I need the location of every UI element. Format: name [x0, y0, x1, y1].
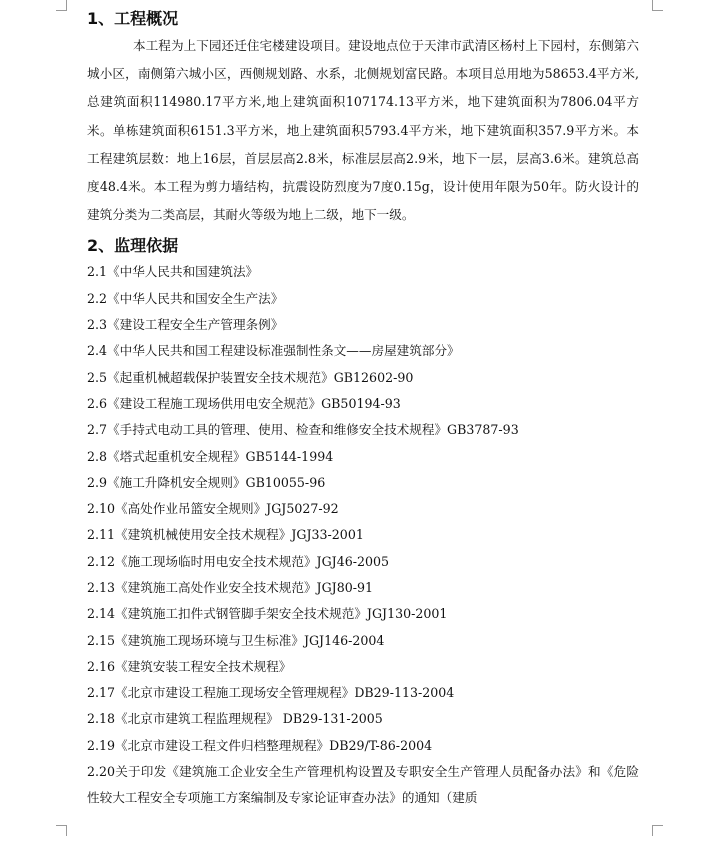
list-item: 2.18《北京市建筑工程监理规程》 DB29-131-2005 [87, 711, 383, 727]
list-item: 2.16《建筑安装工程安全技术规程》 [87, 658, 292, 674]
list-item: 2.11《建筑机械使用安全技术规程》JGJ33-2001 [87, 527, 364, 543]
section-heading-project-overview: 1、工程概况 [87, 9, 179, 28]
list-item: 2.15《建筑施工现场环境与卫生标准》JGJ146-2004 [87, 632, 385, 648]
page-corner-mark-bottom-left [56, 825, 67, 836]
page-corner-mark-bottom-right [652, 825, 663, 836]
list-item: 2.3《建设工程安全生产管理条例》 [87, 317, 284, 333]
list-item: 2.7《手持式电动工具的管理、使用、检查和维修安全技术规程》GB3787-93 [87, 422, 519, 438]
list-item: 2.17《北京市建设工程施工现场安全管理规程》DB29-113-2004 [87, 685, 455, 701]
list-item: 2.19《北京市建设工程文件归档整理规程》DB29/T-86-2004 [87, 737, 433, 753]
list-item: 2.6《建设工程施工现场供用电安全规范》GB50194-93 [87, 395, 401, 411]
supervision-basis-list [87, 259, 639, 811]
list-item: 2.1《中华人民共和国建筑法》 [87, 264, 259, 280]
page-corner-mark-top-left [56, 0, 67, 11]
list-item: 2.9《施工升降机安全规则》GB10055-96 [87, 474, 326, 490]
project-overview-paragraph: 本工程为上下园还迁住宅楼建设项目。建设地点位于天津市武清区杨村上下园村，东侧第六城小区，南侧第六城小区，西侧规划路、水系，北侧规划富民路。本项目总用地为58653.4平方米,总建筑面积114980.17平方米,地上建筑面积107174.13平方米，地下建筑面积为7806.04平方米。单栋建筑面积6151.3平方米，地上建筑面积5793.4平方米，地下建筑面积357.9平方米。本工程建筑层数：地上16层，首层层高2.8米，标准层层高2.9米，地下一层，层高3.6米。建筑总高度48.4米。本工程为剪力墙结构，抗震设防烈度为7度0.15g，设计使用年限为50年。防火设计的建筑分类为二类高层，其耐火等级为地上二级，地下一级。 [87, 38, 639, 223]
list-item: 2.5《起重机械超载保护装置安全技术规范》GB12602-90 [87, 369, 414, 385]
list-item: 2.10《高处作业吊篮安全规则》JGJ5027-92 [87, 501, 339, 517]
list-item: 2.4《中华人民共和国工程建设标准强制性条文——房屋建筑部分》 [87, 343, 460, 359]
list-item: 2.2《中华人民共和国安全生产法》 [87, 290, 284, 306]
section-heading-supervision-basis: 2、监理依据 [87, 236, 179, 256]
list-item: 2.8《塔式起重机安全规程》GB5144-1994 [87, 448, 334, 464]
list-item: 2.20关于印发《建筑施工企业安全生产管理机构设置及专职安全生产管理人员配备办法》和《危险性较大工程安全专项施工方案编制及专家论证审查办法》的通知（建质 [87, 764, 639, 806]
list-item: 2.12《施工现场临时用电安全技术规范》JGJ46-2005 [87, 553, 390, 569]
list-item: 2.14《建筑施工扣件式钢管脚手架安全技术规范》JGJ130-2001 [87, 606, 448, 622]
page-corner-mark-top-right [652, 0, 663, 11]
list-item: 2.13《建筑施工高处作业安全技术规范》JGJ80-91 [87, 579, 374, 595]
document-body [87, 6, 639, 812]
